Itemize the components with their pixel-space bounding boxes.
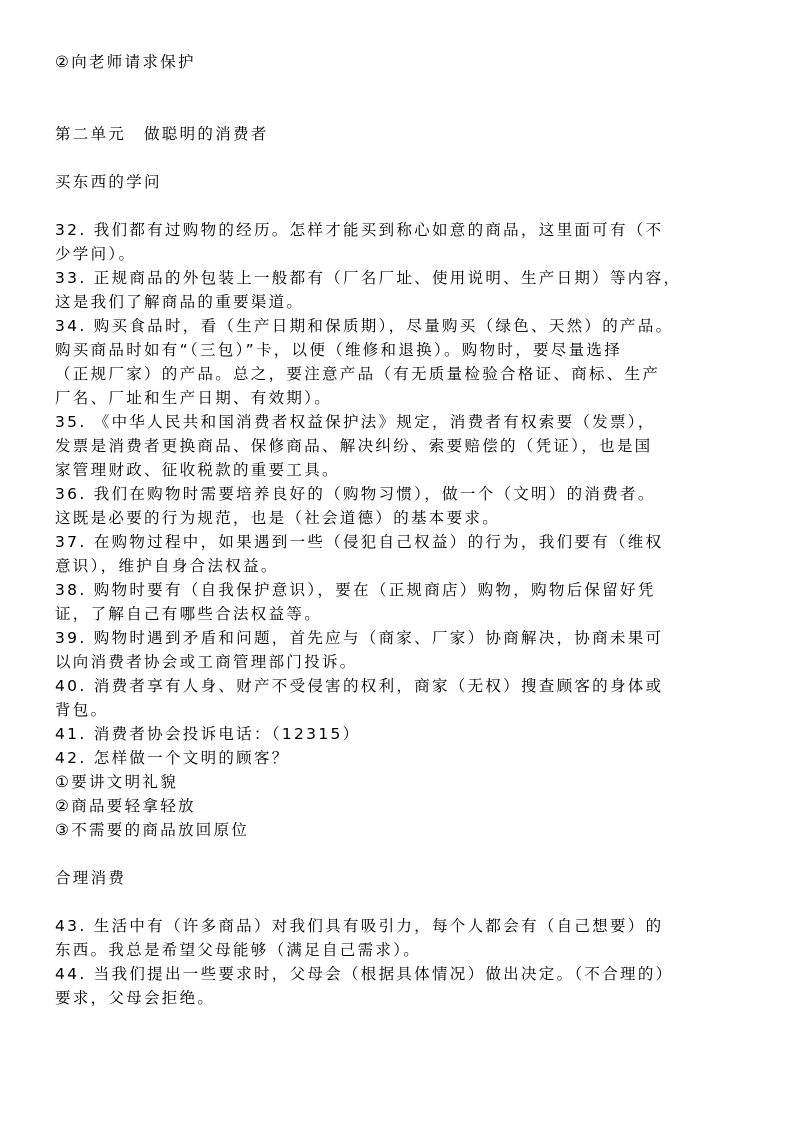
spacer (55, 842, 745, 866)
text-line: 43. 生活中有（许多商品）对我们具有吸引力，每个人都会有（自己想要）的 (55, 917, 664, 935)
list-item: ②商品要轻拿轻放 (55, 797, 196, 815)
list-item: ②向老师请求保护 (55, 53, 196, 71)
text-line: 购买商品时如有“（三包）”卡，以便（维修和退换）。购物时，要尽量选择 (55, 341, 623, 359)
text-line: （正规厂家）的产品。总之，要注意产品（有无质量检验合格证、商标、生产 (55, 365, 661, 383)
spacer (55, 146, 745, 170)
section-heading: 买东西的学问 (55, 173, 162, 191)
text-line: 家管理财政、征收税款的重要工具。 (55, 461, 340, 479)
list-item: ③不需要的商品放回原位 (55, 821, 250, 839)
document-page (55, 50, 745, 1010)
text-line: 42. 怎样做一个文明的顾客？ (55, 749, 290, 767)
text-line: 32. 我们都有过购物的经历。怎样才能买到称心如意的商品，这里面可有（不 (55, 221, 664, 239)
text-line: 意识），维护自身合法权益。 (55, 557, 279, 575)
text-line: 这既是必要的行为规范，也是（社会道德）的基本要求。 (55, 509, 501, 527)
text-line: 背包。 (55, 701, 109, 719)
text-line: 这是我们了解商品的重要渠道。 (55, 293, 305, 311)
unit-title: 第二单元 做聪明的消费者 (55, 125, 269, 143)
text-line: 36. 我们在购物时需要培养良好的（购物习惯），做一个（文明）的消费者。 (55, 485, 656, 503)
text-line: 33. 正规商品的外包装上一般都有（厂名厂址、使用说明、生产日期）等内容， (55, 269, 682, 287)
text-line: 要求，父母会拒绝。 (55, 989, 216, 1007)
text-line: 以向消费者协会或工商管理部门投诉。 (55, 653, 358, 671)
spacer (55, 194, 745, 218)
text-line: 厂名、厂址和生产日期、有效期）。 (55, 389, 333, 407)
text-line: 40. 消费者享有人身、财产不受侵害的权利，商家（无权）搜查顾客的身体或 (55, 677, 664, 695)
section-heading: 合理消费 (55, 869, 127, 887)
text-line: 少学问）。 (55, 245, 137, 263)
text-line: 39. 购物时遇到矛盾和问题，首先应与（商家、厂家）协商解决，协商未果可 (55, 629, 664, 647)
spacer (55, 74, 745, 122)
text-line: 41. 消费者协会投诉电话：（12315） (55, 725, 361, 743)
section-body (55, 218, 745, 842)
text-line: 证，了解自己有哪些合法权益等。 (55, 605, 323, 623)
text-line: 37. 在购物过程中，如果遇到一些（侵犯自己权益）的行为，我们要有（维权 (55, 533, 664, 551)
text-line: 东西。我总是希望父母能够（满足自己需求）。 (55, 941, 422, 959)
section-body (55, 914, 745, 1010)
text-line: 44. 当我们提出一些要求时，父母会（根据具体情况）做出决定。（不合理的） (55, 965, 674, 983)
spacer (55, 890, 745, 914)
text-line: 34. 购买食品时，看（生产日期和保质期），尽量购买（绿色、天然）的产品。 (55, 317, 674, 335)
text-line: 发票是消费者更换商品、保修商品、解决纠纷、索要赔偿的（凭证），也是国 (55, 437, 653, 455)
text-line: 38. 购物时要有（自我保护意识），要在（正规商店）购物，购物后保留好凭 (55, 581, 656, 599)
list-item: ①要讲文明礼貌 (55, 773, 178, 791)
text-line: 35. 《中华人民共和国消费者权益保护法》规定，消费者有权索要（发票）， (55, 413, 656, 431)
